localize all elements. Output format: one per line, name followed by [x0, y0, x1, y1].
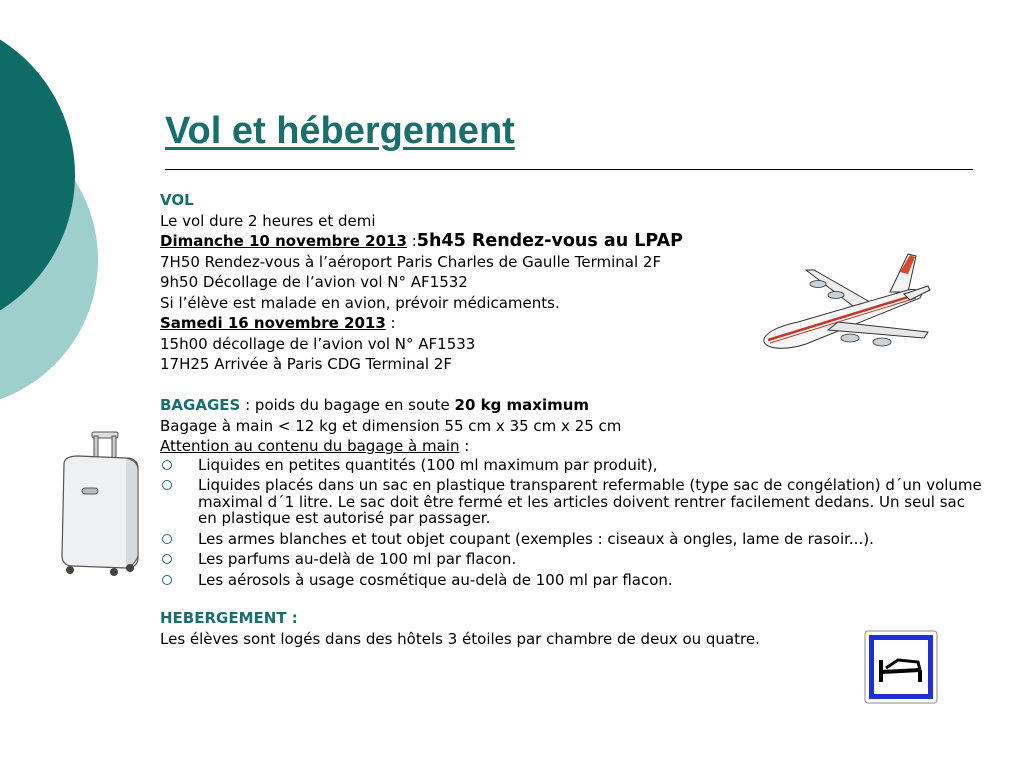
list-item: Liquides placés dans un sac en plastique transparent refermable (type sac de congélation) d´un volume maximal d´1 litre. Le sac doit être fermé et les articles doivent rentrer facilement dedans. Un seul sac en plastique est autorisé par passager.	[160, 477, 988, 527]
list-item: Liquides en petites quantités (100 ml maximum par produit),	[160, 457, 988, 474]
vol-duration: Le vol dure 2 heures et demi	[160, 211, 376, 230]
bullet-circle-icon	[162, 534, 172, 544]
bagages-hold-max: 20 kg maximum	[454, 396, 590, 414]
attention-line	[160, 436, 960, 457]
hebergement-heading: HEBERGEMENT :	[160, 609, 298, 627]
hebergement-text: Les élèves sont logés dans des hôtels 3 étoiles par chambre de deux ou quatre.	[160, 629, 760, 648]
sick-note: Si l’élève est malade en avion, prévoir médicaments.	[160, 293, 560, 312]
bullet-circle-icon	[162, 554, 172, 564]
decorative-circles	[0, 0, 110, 400]
meeting-lpap: 5h45 Rendez-vous au LPAP	[416, 231, 683, 251]
suitcase-icon	[56, 430, 146, 580]
departure-date: Dimanche 10 novembre 2013	[160, 232, 407, 250]
list-item: Les aérosols à usage cosmétique au-delà de 100 ml par flacon.	[160, 572, 988, 589]
hand-luggage: Bagage à main < 12 kg et dimension 55 cm x 35 cm x 25 cm	[160, 416, 622, 435]
return-takeoff: 15h00 décollage de l’avion vol N° AF1533	[160, 334, 476, 353]
bullet-circle-icon	[162, 460, 172, 470]
vol-heading: VOL	[160, 191, 194, 209]
return-date: Samedi 16 novembre 2013	[160, 314, 386, 332]
forbidden-items-list	[160, 455, 982, 589]
attention-text: Attention au contenu du bagage à main	[160, 437, 460, 455]
attention-sep: :	[459, 437, 470, 455]
arrival: 17H25 Arrivée à Paris CDG Terminal 2F	[160, 355, 453, 373]
return-sep: :	[385, 314, 396, 332]
takeoff: 9h50 Décollage de l’avion vol N° AF1532	[160, 273, 468, 291]
departure-line	[160, 231, 960, 252]
list-item: Les armes blanches et tout objet coupant (exemples : ciseaux à ongles, lame de rasoir...).	[160, 531, 988, 548]
bed-sign-icon	[864, 630, 938, 704]
bullet-circle-icon	[162, 575, 172, 585]
list-item: Les parfums au-delà de 100 ml par flacon.	[160, 551, 988, 568]
page-title: Vol et hébergement	[165, 110, 515, 152]
bagages-hold-text: : poids du bagage en soute	[240, 396, 455, 414]
bagages-line	[160, 395, 960, 416]
airport-meet: 7H50 Rendez-vous à l’aéroport Paris Charles de Gaulle Terminal 2F	[160, 252, 662, 271]
airplane-icon	[758, 250, 938, 356]
title-divider	[165, 169, 973, 170]
departure-sep: :	[406, 232, 417, 250]
bullet-circle-icon	[162, 480, 172, 490]
bagages-heading: BAGAGES	[160, 396, 241, 414]
